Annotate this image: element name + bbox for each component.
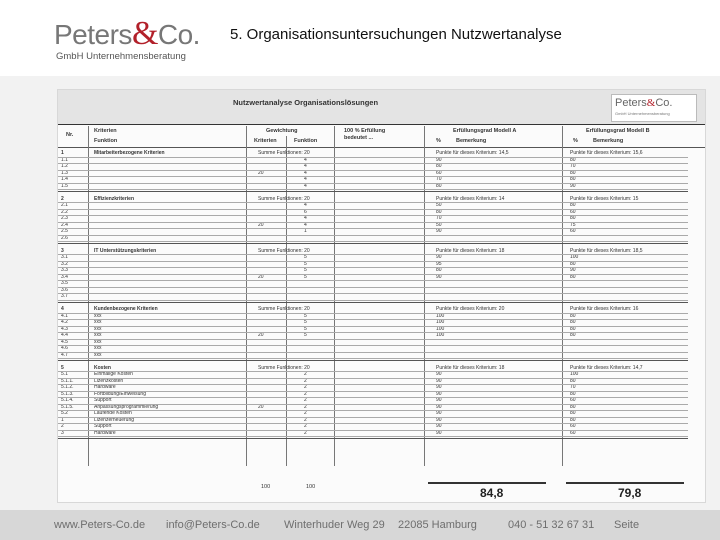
row-kriterium: Lizenzerneuerung [94,416,135,423]
row-nr: 3.2 [61,260,68,267]
row-modell-b: 70 [570,163,576,169]
row-modell-a: 90 [436,416,442,423]
row-nr: 3.1 [61,254,68,260]
row-rule [58,157,688,158]
row-modell-b: 80 [570,312,576,319]
row-modell-b: 70 [570,384,576,390]
row-gewicht: 4 [304,182,307,189]
row-nr: 2.6 [61,234,68,241]
header-a-bemerkung: Bemerkung [456,138,487,144]
sheet-logo: Peters&Co. GmbH Unternehmensberatung [611,94,697,122]
row-kriterium: xxx [94,332,102,338]
row-modell-a: 70 [436,215,442,221]
row-modell-b: 80 [570,332,576,338]
row-nr: 1.1 [61,156,68,163]
row-gewicht: 2 [304,390,307,397]
row-rule [58,293,688,294]
section-kriteriengewicht: 20 [258,169,264,176]
scanned-evaluation-sheet [58,90,705,502]
row-modell-b: 80 [570,377,576,384]
row-nr: 1 [61,416,64,423]
logo-wordmark: Peters&Co. [54,15,200,52]
row-modell-b: 75 [570,221,576,228]
row-nr: 4.5 [61,338,68,345]
row-gewicht: 4 [304,156,307,163]
section-title: Kosten [94,364,111,371]
section-summe: Summe Funktionen: 20 [258,306,310,312]
section-punkte-b: Punkte für dieses Kriterium: 15 [570,195,639,202]
row-rule [58,267,688,268]
row-rule [58,352,688,353]
section-kriteriengewicht: 20 [258,273,264,280]
row-rule [58,228,688,229]
row-rule [58,345,688,346]
row-modell-a: 100 [436,312,445,319]
section-punkte-b: Punkte für dieses Kriterium: 18,5 [570,247,643,254]
row-modell-a: 90 [436,371,442,377]
row-modell-b: 60 [570,208,576,215]
row-nr: 1.3 [61,169,68,176]
row-gewicht: 5 [304,267,307,273]
row-modell-a: 100 [436,325,445,332]
row-modell-a: 50 [436,202,442,208]
row-nr: 3.3 [61,267,68,273]
row-gewicht: 5 [304,273,307,280]
section-summe: Summe Funktionen: 20 [258,247,310,254]
row-rule [58,170,688,171]
row-rule [58,384,688,385]
row-modell-a: 90 [436,156,442,163]
row-rule [58,254,688,255]
row-gewicht: 4 [304,169,307,176]
row-kriterium: Support [94,397,112,403]
total-modell-a-box [428,482,546,502]
sheet-header [58,90,705,125]
row-rule [58,397,688,398]
row-gewicht: 2 [304,429,307,436]
row-modell-a: 90 [436,403,442,410]
section-title: Effizienzkriterien [94,195,135,202]
grid-line [334,126,335,466]
row-kriterium: Fortbildung/Einweisung [94,390,146,397]
row-modell-a: 100 [436,332,445,338]
row-gewicht: 4 [304,221,307,228]
row-rule [58,391,688,392]
row-modell-b: 80 [570,215,576,221]
row-modell-a: 90 [436,410,442,416]
row-rule [58,430,688,431]
row-rule [58,300,688,301]
section-kriteriengewicht: 20 [258,221,264,228]
row-modell-b: 100 [570,254,579,260]
section-rule [58,302,688,303]
row-nr: 4.1 [61,312,68,319]
row-gewicht: 5 [304,254,307,260]
section-summe: Summe Funktionen: 20 [258,150,310,156]
row-modell-b: 60 [570,429,576,436]
section-punkte-b: Punkte für dieses Kriterium: 15,6 [570,150,643,156]
row-kriterium: Hardware [94,384,116,390]
row-rule [58,378,688,379]
row-nr: 5.2 [61,410,68,416]
row-modell-a: 80 [436,182,442,189]
row-kriterium: Lizenzkosten [94,377,124,384]
section-nr: 2 [61,195,64,202]
row-modell-b: 80 [570,260,576,267]
section-punkte-a: Punkte für dieses Kriterium: 18 [436,364,505,371]
row-modell-a: 90 [436,423,442,429]
section-punkte-a: Punkte für dieses Kriterium: 18 [436,247,505,254]
peters-co-logo [54,15,200,66]
row-rule [58,423,688,424]
row-nr: 2.5 [61,228,68,234]
row-nr: 3.4 [61,273,68,280]
total-modell-a: 84,8 [480,486,504,500]
row-nr: 4.6 [61,345,68,351]
row-modell-a: 50 [436,221,442,228]
row-modell-a: 90 [436,390,442,397]
row-rule [58,339,688,340]
row-rule [58,436,688,437]
row-nr: 4.3 [61,325,68,332]
row-rule [58,163,688,164]
header-g-funktion: Funktion [294,138,318,144]
row-modell-b: 80 [570,325,576,332]
section-punkte-b: Punkte für dieses Kriterium: 14,7 [570,364,643,371]
footer-email[interactable]: info@Peters-Co.de [166,519,260,531]
row-rule [58,280,688,281]
row-kriterium: Hardware [94,429,116,436]
row-rule [58,358,688,359]
section-kriteriengewicht: 20 [258,403,264,410]
row-gewicht: 5 [304,325,307,332]
section-title: Kundenbezogene Kriterien [94,306,158,312]
section-summe: Summe Funktionen: 20 [258,364,310,371]
header-g-kriterien: Kriterien [254,138,277,144]
header-nr: Nr. [66,132,74,138]
section-rule [58,243,688,244]
row-rule [58,287,688,288]
row-modell-b: 80 [570,403,576,410]
row-modell-a: 80 [436,267,442,273]
grid-line [562,126,563,466]
row-gewicht: 4 [304,215,307,221]
row-gewicht: 4 [304,176,307,182]
section-title: IT Unterstützungskriterien [94,247,157,254]
row-rule [58,417,688,418]
row-rule [58,326,688,327]
section-nr: 1 [61,150,64,156]
column-nr [61,150,74,443]
row-rule [58,183,688,184]
section-rule [58,360,688,361]
row-gewicht: 6 [304,208,307,215]
footer-page-label: Seite [614,519,640,531]
grid-line [88,126,89,466]
slide-content [0,76,720,510]
row-kriterium: Laufende Kosten [94,410,132,416]
row-kriterium: xxx [94,338,102,345]
row-modell-b: 90 [570,267,576,273]
row-modell-a: 60 [436,169,442,176]
row-rule [58,404,688,405]
row-rule [58,319,688,320]
section-title: Mitarbeiterbezogene Kriterien [94,150,165,156]
logo-subtitle: GmbH Unternehmensberatung [56,51,186,62]
row-gewicht: 5 [304,312,307,319]
footer-phone: 040 - 51 32 67 31 [508,519,595,531]
header-gewichtung: Gewichtung [266,128,298,134]
section-nr: 4 [61,306,64,312]
row-modell-b: 80 [570,273,576,280]
row-rule [58,222,688,223]
row-nr: 2.2 [61,208,68,215]
row-nr: 4.7 [61,351,68,358]
column-kriterien [94,150,165,443]
row-modell-a: 90 [436,254,442,260]
section-punkte-a: Punkte für dieses Kriterium: 14 [436,195,505,202]
row-modell-a: 90 [436,384,442,390]
row-modell-a: 90 [436,228,442,234]
row-gewicht: 4 [304,163,307,169]
section-kriteriengewicht: 20 [258,332,264,338]
row-gewicht: 2 [304,403,307,410]
row-gewicht: 2 [304,397,307,403]
header-a-pct: % [436,138,441,144]
row-rule [58,274,688,275]
header-b-pct: % [573,138,578,144]
row-modell-b: 80 [570,319,576,325]
row-gewicht: 5 [304,260,307,267]
row-nr: 2.1 [61,202,68,208]
row-modell-b: 60 [570,228,576,234]
row-modell-a: 80 [436,163,442,169]
row-gewicht: 4 [304,202,307,208]
section-punkte-a: Punkte für dieses Kriterium: 20 [436,306,505,312]
row-gewicht: 1 [304,228,307,234]
column-modell-a [436,150,509,443]
header-funktion: Funktion [94,138,118,144]
row-kriterium: xxx [94,319,102,325]
row-modell-b: 100 [570,371,579,377]
row-modell-b: 80 [570,169,576,176]
total-kriterien: 100 [261,484,271,490]
row-kriterium: xxx [94,325,102,332]
header-b-bemerkung: Bemerkung [593,138,624,144]
row-modell-b: 80 [570,416,576,423]
row-modell-b: 80 [570,202,576,208]
row-rule [58,410,688,411]
section-rule [58,438,688,439]
sheet-title: Nutzwertanalyse Organisationslösungen [233,98,379,107]
row-rule [58,241,688,242]
header-erfuellung: 100 % Erfüllung bedeutet ... [344,128,386,141]
row-rule [58,176,688,177]
row-nr: 1.5 [61,182,68,189]
row-rule [58,215,688,216]
row-nr: 1.2 [61,163,68,169]
footer-city: 22085 Hamburg [398,519,477,531]
row-nr: 1.4 [61,176,68,182]
row-rule [58,209,688,210]
total-modell-b: 79,8 [618,486,642,500]
header-modell-b: Erfüllungsgrad Modell B [586,128,650,134]
row-kriterium: xxx [94,345,102,351]
grid-line [424,126,425,466]
row-nr: 5.1.3. [61,390,74,397]
row-nr: 3.5 [61,280,68,286]
footer-website[interactable]: www.Peters-Co.de [54,519,146,531]
row-gewicht: 2 [304,371,307,377]
row-nr: 5.1 [61,371,68,377]
header-kriterien: Kriterien [94,128,117,134]
row-nr: 3.7 [61,293,68,299]
row-rule [58,371,688,372]
row-rule [58,261,688,262]
row-gewicht: 2 [304,410,307,416]
row-nr: 5.1.5. [61,403,74,410]
row-kriterium: Anpassungsprogrammierung [94,403,159,410]
column-kriteriengewicht [258,150,310,443]
column-modell-b [570,150,643,443]
row-nr: 5.1.1. [61,377,74,384]
row-modell-a: 90 [436,397,442,403]
row-modell-a: 90 [436,377,442,384]
row-gewicht: 2 [304,384,307,390]
row-rule [58,313,688,314]
slide-footer [0,510,720,540]
footer-street: Winterhuder Weg 29 [284,519,385,531]
row-gewicht: 2 [304,423,307,429]
row-gewicht: 2 [304,377,307,384]
row-nr: 2 [61,423,64,429]
section-nr: 3 [61,247,64,254]
row-modell-b: 80 [570,410,576,416]
row-modell-b: 60 [570,397,576,403]
row-modell-b: 80 [570,390,576,397]
row-gewicht: 5 [304,332,307,338]
row-modell-b: 80 [570,176,576,182]
row-rule [58,332,688,333]
row-nr: 2.4 [61,221,68,228]
row-kriterium: xxx [94,351,102,358]
row-rule [58,202,688,203]
section-nr: 5 [61,364,64,371]
row-nr: 2.3 [61,215,68,221]
slide-header [0,0,720,76]
column-funktionsgewicht [304,150,307,443]
row-modell-a: 70 [436,176,442,182]
row-modell-b: 80 [570,156,576,163]
row-nr: 3.6 [61,286,68,293]
row-rule [58,235,688,236]
section-punkte-b: Punkte für dieses Kriterium: 16 [570,306,639,312]
header-rule [58,147,705,148]
row-modell-a: 90 [436,429,442,436]
header-modell-a: Erfüllungsgrad Modell A [453,128,517,134]
row-gewicht: 2 [304,416,307,423]
row-nr: 4.2 [61,319,68,325]
section-rule [58,191,688,192]
row-nr: 4.4 [61,332,68,338]
row-nr: 3 [61,429,64,436]
slide-title: 5. Organisationsuntersuchungen Nutzwertanalyse [230,26,562,43]
row-rule [58,189,688,190]
row-kriterium: xxx [94,312,102,319]
section-punkte-a: Punkte für dieses Kriterium: 14,5 [436,150,509,156]
row-gewicht: 5 [304,319,307,325]
section-summe: Summe Funktionen: 20 [258,195,310,202]
row-modell-a: 80 [436,208,442,215]
row-kriterium: Einmalige Kosten [94,371,133,377]
row-modell-b: 60 [570,423,576,429]
row-nr: 5.1.4. [61,397,74,403]
grid-line [246,126,247,466]
total-modell-b-box [566,482,684,502]
row-modell-b: 90 [570,182,576,189]
row-nr: 5.1.2. [61,384,74,390]
total-funktion: 100 [306,484,316,490]
row-modell-a: 90 [436,273,442,280]
row-modell-a: 95 [436,260,442,267]
row-kriterium: Support [94,423,112,429]
row-modell-a: 100 [436,319,445,325]
